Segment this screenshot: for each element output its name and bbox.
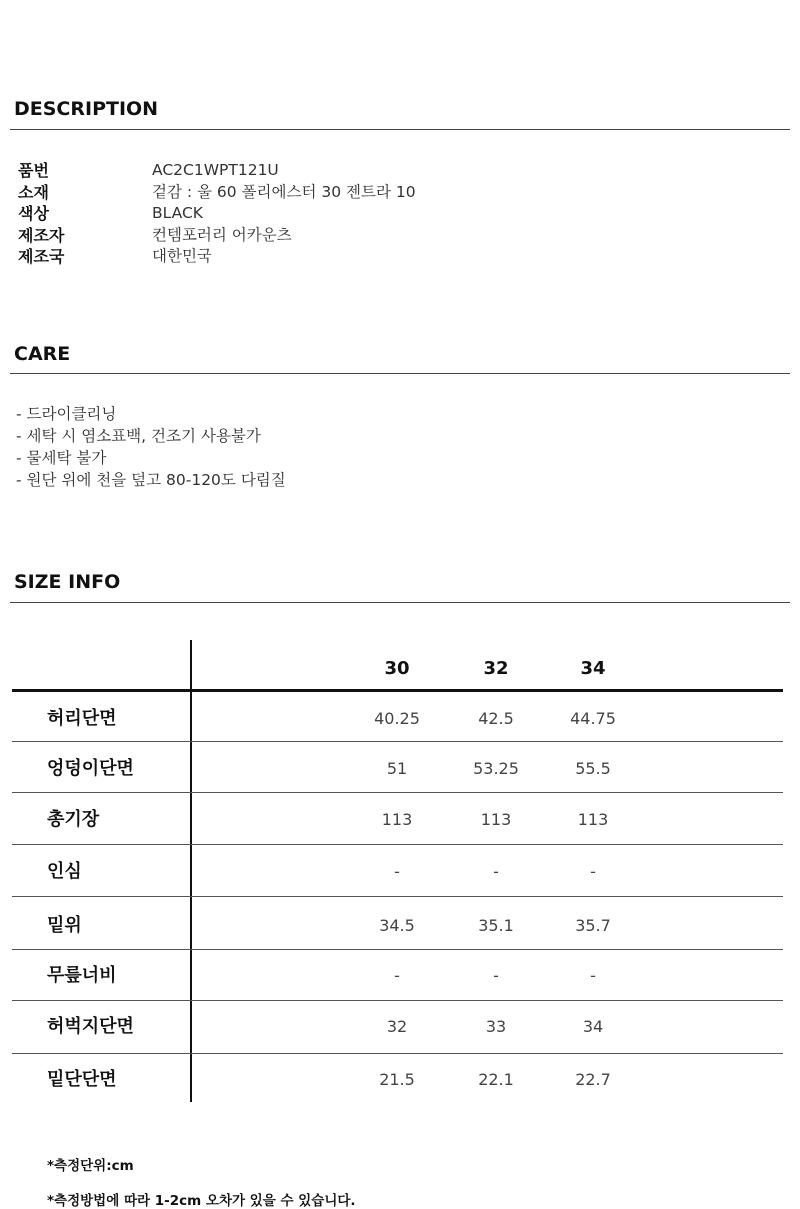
table-cell: 42.5 — [478, 709, 514, 728]
table-cell: 53.25 — [473, 759, 519, 778]
row-label: 인심 — [47, 861, 82, 882]
description-row-material — [18, 182, 718, 204]
row-divider — [12, 896, 783, 897]
measurement-unit-note: *측정단위:cm — [47, 1158, 134, 1174]
row-divider — [12, 792, 783, 793]
row-divider — [12, 949, 783, 950]
table-cell: 113 — [381, 810, 413, 829]
table-row — [12, 847, 783, 897]
size-info-divider — [10, 602, 790, 603]
description-title: DESCRIPTION — [14, 98, 159, 120]
row-divider — [12, 844, 783, 845]
table-cell: 34 — [582, 1017, 604, 1036]
row-divider — [12, 1000, 783, 1001]
table-cell: 33 — [485, 1017, 507, 1036]
description-row-color — [18, 203, 718, 225]
description-list — [18, 160, 718, 268]
row-label: 밑위 — [47, 915, 82, 936]
measurement-tolerance-note: *측정방법에 따라 1-2cm 오차가 있을 수 있습니다. — [47, 1193, 356, 1209]
table-cell: 34.5 — [379, 916, 415, 935]
size-header-32: 32 — [483, 658, 509, 679]
description-label: 색상 — [18, 204, 49, 224]
row-divider — [12, 741, 783, 742]
description-label: 품번 — [18, 161, 49, 181]
table-cell: 21.5 — [379, 1070, 415, 1089]
care-item: - 세탁 시 염소표백, 건조기 사용불가 — [16, 427, 261, 445]
table-cell: - — [590, 966, 596, 985]
table-row — [12, 1002, 783, 1052]
description-value: 대한민국 — [152, 247, 212, 266]
row-label: 허벅지단면 — [47, 1016, 134, 1037]
description-divider — [10, 129, 790, 130]
row-label: 밑단단면 — [47, 1069, 117, 1090]
table-cell: - — [394, 966, 400, 985]
row-label: 허리단면 — [47, 708, 117, 729]
table-cell: - — [590, 862, 596, 881]
table-cell: 44.75 — [570, 709, 616, 728]
table-cell: 55.5 — [575, 759, 611, 778]
table-cell: 35.1 — [478, 916, 514, 935]
table-row — [12, 694, 783, 744]
table-cell: 113 — [480, 810, 512, 829]
table-cell: 51 — [386, 759, 408, 778]
size-info-title: SIZE INFO — [14, 571, 121, 593]
row-label: 엉덩이단면 — [47, 758, 134, 779]
table-row — [12, 795, 783, 845]
care-item: - 물세탁 불가 — [16, 449, 107, 467]
row-divider — [12, 1053, 783, 1054]
table-cell: 22.1 — [478, 1070, 514, 1089]
description-value: AC2C1WPT121U — [152, 161, 279, 180]
table-row — [12, 951, 783, 1001]
table-cell: 22.7 — [575, 1070, 611, 1089]
table-cell: - — [493, 862, 499, 881]
table-row — [12, 744, 783, 794]
table-cell: 40.25 — [374, 709, 420, 728]
description-label: 제조국 — [18, 247, 65, 267]
row-label: 총기장 — [47, 809, 100, 830]
table-row — [12, 901, 783, 951]
size-header-30: 30 — [384, 658, 410, 679]
care-divider — [10, 373, 790, 374]
description-value: 겉감 : 울 60 폴리에스터 30 젠트라 10 — [152, 182, 416, 201]
table-cell: 32 — [386, 1017, 408, 1036]
row-label: 무릎너비 — [47, 965, 117, 986]
description-row-manufacturer — [18, 225, 718, 247]
description-label: 제조자 — [18, 225, 65, 245]
table-cell: 113 — [577, 810, 609, 829]
table-row — [12, 1055, 783, 1105]
description-value: BLACK — [152, 204, 203, 223]
description-label: 소재 — [18, 182, 49, 202]
care-title: CARE — [14, 343, 71, 365]
table-cell: - — [394, 862, 400, 881]
table-cell: - — [493, 966, 499, 985]
table-header-rule — [12, 689, 783, 692]
care-item: - 원단 위에 천을 덮고 80-120도 다림질 — [16, 471, 286, 489]
description-value: 컨템포러리 어카운츠 — [152, 225, 292, 244]
care-list — [16, 403, 286, 491]
care-item: - 드라이클리닝 — [16, 405, 117, 423]
description-row-country — [18, 246, 718, 268]
table-cell: 35.7 — [575, 916, 611, 935]
description-row-item-code — [18, 160, 718, 182]
size-header-34: 34 — [580, 658, 606, 679]
